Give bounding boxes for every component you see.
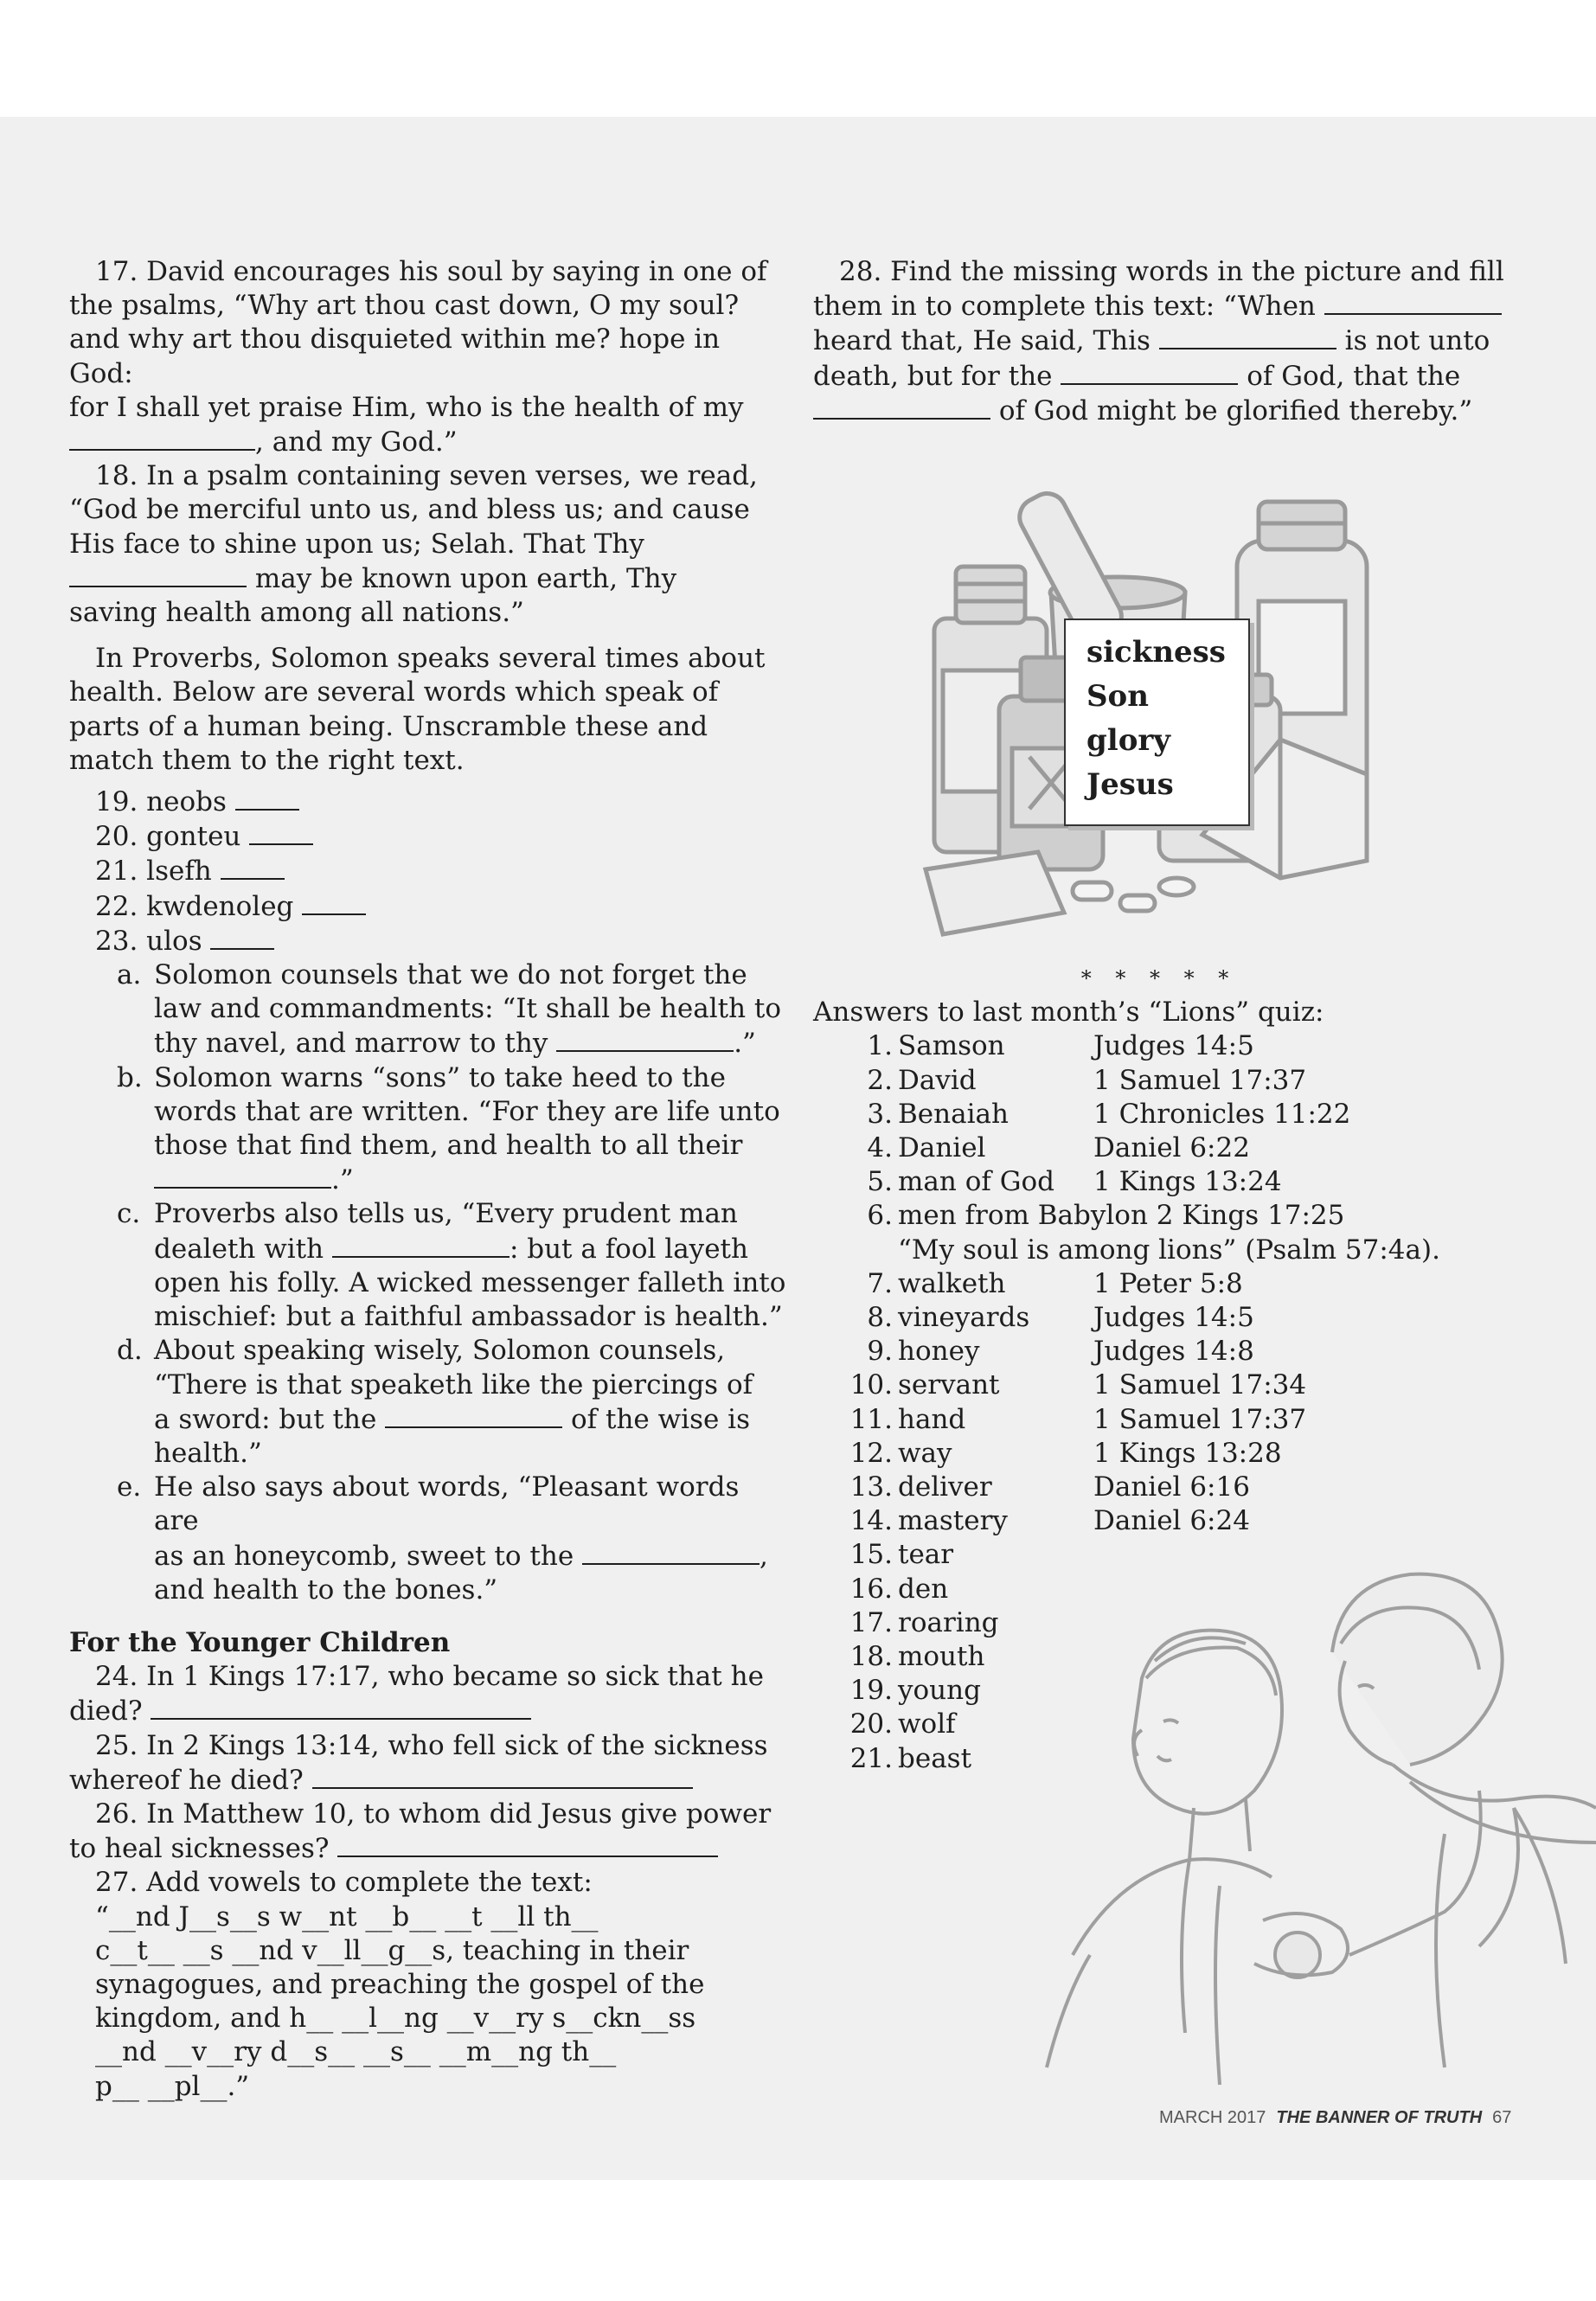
question-26: 26. In Matthew 10, to whom did Jesus give power to heal sicknesses? xyxy=(69,1798,772,1865)
answer-blank[interactable] xyxy=(1324,289,1502,315)
answer-blank[interactable] xyxy=(235,785,299,811)
scramble-item: 20. gonteu xyxy=(69,819,787,854)
answer-number: 16. xyxy=(849,1573,893,1605)
scramble-item: 19. neobs xyxy=(69,785,787,819)
scramble-list xyxy=(69,785,787,958)
answer-word: wolf xyxy=(898,1708,956,1740)
puzzle-line: p__ __pl__.” xyxy=(95,2070,250,2102)
answer-number: 3. xyxy=(867,1098,893,1130)
missing-words-box xyxy=(1064,619,1250,826)
question-17: 17. David encourages his soul by saying in one of the psalms, “Why art thou cast down, O my soul? and why art thou disquieted within me? hope in God: for I shall yet praise Him, who is the health of my , and my God.” xyxy=(69,256,767,458)
text-e: e. He also says about words, “Pleasant words are as an honeycomb, sweet to the , and health to the bones.” xyxy=(117,1471,768,1606)
word: sickness xyxy=(1086,635,1226,670)
scramble-item: 21. lsefh xyxy=(69,854,787,888)
answer-word: hand xyxy=(898,1403,966,1435)
answer-blank[interactable] xyxy=(69,425,255,451)
answer-reference: Daniel 6:24 xyxy=(1093,1505,1250,1537)
answer-word: tear xyxy=(898,1539,954,1571)
answer-blank[interactable] xyxy=(556,1026,734,1052)
question-24: 24. In 1 Kings 17:17, who became so sick that he died? xyxy=(69,1661,764,1727)
issue-date: MARCH 2017 xyxy=(1159,2108,1266,2127)
doctor-and-boy-illustration xyxy=(960,1548,1596,2137)
answer-word: deliver xyxy=(898,1471,992,1503)
vowel-puzzle xyxy=(69,1900,787,2104)
answer-reference: Daniel 6:22 xyxy=(1093,1132,1250,1164)
page-footer xyxy=(1159,2108,1511,2128)
answer-number: 14. xyxy=(849,1505,893,1537)
answer-number: 11. xyxy=(849,1403,893,1435)
matching-texts xyxy=(69,958,787,1607)
word: Son xyxy=(1086,679,1149,714)
puzzle-line: c__t__ __s __nd v__ll__g__s, teaching in their xyxy=(95,1934,689,1966)
answer-word: men from Babylon 2 Kings 17:25 xyxy=(898,1200,1345,1232)
puzzle-line: __nd __v__ry d__s__ __s__ __m__ng th__ xyxy=(95,2036,617,2068)
answer-number: 5. xyxy=(867,1166,893,1198)
answer-blank[interactable] xyxy=(312,1763,693,1789)
question-28: 28. Find the missing words in the picture and fill them in to complete this text: “When heard that, He said, This is not unto death, but for the of God, that the of God might be glorified thereby.” xyxy=(813,256,1504,426)
answer-reference: 1 Samuel 17:37 xyxy=(1093,1403,1307,1435)
section-heading: For the Younger Children xyxy=(69,1626,451,1658)
answer-word: mouth xyxy=(898,1641,985,1673)
answer-word: walketh xyxy=(898,1267,1006,1299)
answer-word: “My soul is among lions” (Psalm 57:4a). xyxy=(898,1234,1440,1266)
answer-blank[interactable] xyxy=(332,1232,510,1258)
answer-number: 18. xyxy=(849,1641,893,1673)
answer-blank[interactable] xyxy=(813,394,990,420)
answer-number: 8. xyxy=(867,1302,893,1334)
answer-number: 7. xyxy=(867,1267,893,1299)
answer-word: Samson xyxy=(898,1030,1005,1062)
answer-word: young xyxy=(898,1675,981,1707)
answer-word: servant xyxy=(898,1369,1000,1401)
answer-blank[interactable] xyxy=(582,1539,760,1565)
scramble-item: 22. kwdenoleg xyxy=(69,889,787,924)
answer-word: way xyxy=(898,1437,952,1469)
answer-number: 19. xyxy=(849,1675,893,1707)
answer-number: 12. xyxy=(849,1437,893,1469)
answer-reference: 1 Samuel 17:34 xyxy=(1093,1369,1307,1401)
scramble-item: 23. ulos xyxy=(69,924,787,958)
question-18: 18. In a psalm containing seven verses, we read, “God be merciful unto us, and bless us; and cause His face to shine upon us; Selah. That Thy may be known upon earth, Thy saving health among all nations.” xyxy=(69,460,758,629)
answer-word: man of God xyxy=(898,1166,1054,1198)
answer-word: den xyxy=(898,1573,949,1605)
answer-blank[interactable] xyxy=(249,819,313,845)
answer-blank[interactable] xyxy=(1061,359,1238,385)
answer-reference: Judges 14:8 xyxy=(1093,1336,1254,1368)
answer-word: beast xyxy=(898,1742,972,1774)
puzzle-line: “__nd J__s__s w__nt __b__ __t __ll th__ xyxy=(95,1900,599,1932)
answer-number: 9. xyxy=(867,1336,893,1368)
answer-blank[interactable] xyxy=(69,561,247,587)
answer-blank[interactable] xyxy=(337,1831,718,1857)
left-column xyxy=(69,255,787,2104)
puzzle-line: kingdom, and h__ __l__ng __v__ry s__ckn__ss xyxy=(95,2003,696,2035)
answer-number: 20. xyxy=(849,1708,893,1740)
word: Jesus xyxy=(1086,767,1174,802)
answer-blank[interactable] xyxy=(302,889,366,915)
answer-word: Benaiah xyxy=(898,1098,1009,1130)
answer-reference: Daniel 6:16 xyxy=(1093,1471,1250,1503)
magazine-title: THE BANNER OF TRUTH xyxy=(1276,2108,1483,2127)
answer-blank[interactable] xyxy=(154,1163,331,1189)
answer-reference: Judges 14:5 xyxy=(1093,1302,1254,1334)
answer-number: 4. xyxy=(867,1132,893,1164)
answer-blank[interactable] xyxy=(210,924,274,950)
answer-blank[interactable] xyxy=(385,1402,562,1428)
right-column xyxy=(813,255,1505,428)
answer-reference: 1 Peter 5:8 xyxy=(1093,1267,1243,1299)
proverbs-intro: In Proverbs, Solomon speaks several times about health. Below are several words which speak of parts of a human being. Unscramble these and match them to the right text. xyxy=(69,643,766,776)
answer-reference: 1 Kings 13:24 xyxy=(1093,1166,1282,1198)
answer-word: vineyards xyxy=(898,1302,1030,1334)
answer-number: 13. xyxy=(849,1471,893,1503)
answer-reference: 1 Chronicles 11:22 xyxy=(1093,1098,1351,1130)
answers-heading: Answers to last month’s “Lions” quiz: xyxy=(813,997,1324,1029)
text-c: c. Proverbs also tells us, “Every prudent man dealeth with : but a fool layeth open his folly. A wicked messenger falleth into mischief: but a faithful ambassador is health.” xyxy=(117,1198,786,1333)
question-25: 25. In 2 Kings 13:14, who fell sick of the sickness whereof he died? xyxy=(69,1729,768,1796)
answer-number: 1. xyxy=(867,1030,893,1062)
word: glory xyxy=(1086,723,1171,758)
answer-word: Daniel xyxy=(898,1132,986,1164)
answer-number: 15. xyxy=(849,1539,893,1571)
answer-reference: 1 Kings 13:28 xyxy=(1093,1437,1282,1469)
answer-blank[interactable] xyxy=(151,1694,531,1720)
text-a: a. Solomon counsels that we do not forget the law and commandments: “It shall be health to thy navel, and marrow to thy .” xyxy=(117,959,782,1060)
text-b: b. Solomon warns “sons” to take heed to the words that are written. “For they are life unto those that find them, and health to all their .” xyxy=(117,1061,780,1196)
answer-reference: Judges 14:5 xyxy=(1093,1030,1254,1062)
answer-number: 6. xyxy=(867,1200,893,1232)
answer-number xyxy=(848,1234,893,1267)
answer-word: honey xyxy=(898,1336,980,1368)
answer-number: 2. xyxy=(867,1064,893,1096)
answer-word: roaring xyxy=(898,1606,999,1638)
separator-stars: * * * * * xyxy=(1080,966,1238,990)
question-27: 27. Add vowels to complete the text: xyxy=(95,1867,593,1899)
answer-word: mastery xyxy=(898,1505,1008,1537)
page-number: 67 xyxy=(1492,2108,1512,2127)
puzzle-line: synagogues, and preaching the gospel of the xyxy=(95,1968,705,2000)
answer-blank[interactable] xyxy=(1159,324,1336,349)
answer-word: David xyxy=(898,1064,977,1096)
answer-number: 17. xyxy=(849,1606,893,1638)
answer-blank[interactable] xyxy=(221,854,285,880)
answer-number: 10. xyxy=(849,1369,893,1401)
answer-number: 21. xyxy=(849,1742,893,1774)
answer-reference: 1 Samuel 17:37 xyxy=(1093,1064,1307,1096)
text-d: d. About speaking wisely, Solomon counsels, “There is that speaketh like the piercings of a sword: but the of the wise is health.” xyxy=(117,1335,753,1469)
